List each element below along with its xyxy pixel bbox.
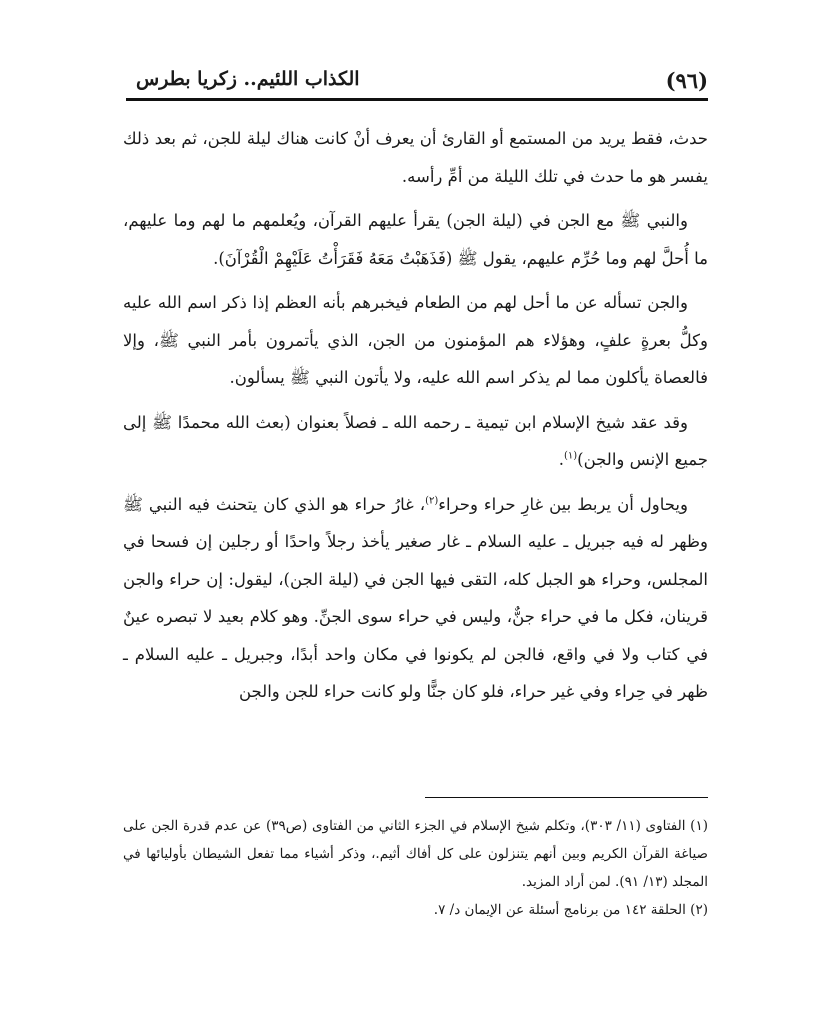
paragraph-3: والجن تسأله عن ما أحل لهم من الطعام فيخبرهم بأنه العظم إذا ذكر اسم الله عليه وكلُّ بعرةٍ علفٍ، وهؤلاء هم المؤمنون من الجن، الذي يأتمرون بأمر النبي ﷺ، وإلا فالعصاة يأكلون مما لم يذكر اسم الله عليه، ولا يأتون النبي ﷺ يسألون. [123,293,708,387]
footnote-1-number: (١) [690,818,708,834]
main-text [123,120,708,718]
paragraph-4 [123,404,708,479]
running-title: الكذاب اللئيم.. زكريا بطرس [136,68,360,90]
header-divider [126,98,708,101]
paragraph-4-text: وقد عقد شيخ الإسلام ابن تيمية ـ رحمه الله ـ فصلاً بعنوان (بعث الله محمدًا ﷺ إلى جميع الإنس والجن) [123,412,708,469]
footnote-1-text: الفتاوى (١١/ ٣٠٣)، وتكلم شيخ الإسلام في الجزء الثاني من الفتاوى (ص٣٩) عن عدم قدرة الجن على صياغة القرآن الكريم وبين أنهم يتنزلون على كل أفاك أثيم.، وذكر أشياء مما تفعل الشيطان بأوليائها في المجلد (١٣/ ٩١). لمن أراد المزيد. [123,818,708,890]
footnote-ref-2: (٢) [425,495,439,506]
paragraph-5-rest: ، غارُ حراء هو الذي كان يتحنث فيه النبي ﷺ وظهر له فيه جبريل ـ عليه السلام ـ غار صغير يأخذ رجلاً واحدًا أو رجلين إن فسحا في المجلس، وحراء هو الجبل كله، التقى فيها الجن في (ليلة الجن)، ليقول: إن حراء والجن قرينان، فكل ما في حراء جنٌّ، وليس في حراء سوى الجنِّ. وهو كلام بعيد لا تبصره عينٌ في كتاب ولا في واقع، فالجن لم يكونوا في مكان واحد أبدًا، وجبريل ـ عليه السلام ـ ظهر في حِراء وفي غير حراء، فلو كان جنًّا ولو كانت حراء للجن والجن [123,494,708,701]
footnote-ref-1: (١) [563,450,578,462]
page-header [126,68,708,98]
footnote-2-text: الحلقة ١٤٢ من برنامج أسئلة عن الإيمان د/ ٧. [433,902,686,918]
paragraph-4-end: . [558,450,564,469]
footnote-divider [425,797,708,798]
paragraph-2: والنبي ﷺ مع الجن في (ليلة الجن) يقرأ عليهم القرآن، ويُعلمهم ما لهم وما عليهم، ما أُحلَّ لهم وما حُرِّم عليهم، يقول ﷺ (فَذَهَبْتُ مَعَهُ فَقَرَأْتُ عَلَيْهِمْ الْقُرْآنَ). [123,211,708,268]
paragraph-5-start: ويحاول أن يربط بين غارِ حراء وحراء [438,494,688,514]
footnote-1 [123,812,708,896]
paragraph-5 [123,486,708,711]
footnotes [123,812,708,924]
footnote-2 [123,896,708,924]
paragraph-1: حدث، فقط يريد من المستمع أو القارئ أن يعرف أنْ كانت هناك ليلة للجن، ثم بعد ذلك يفسر هو ما حدث في تلك الليلة من أمِّ رأسه. [123,129,708,186]
footnote-2-number: (٢) [690,902,708,918]
page-number: (٩٦) [665,68,708,93]
